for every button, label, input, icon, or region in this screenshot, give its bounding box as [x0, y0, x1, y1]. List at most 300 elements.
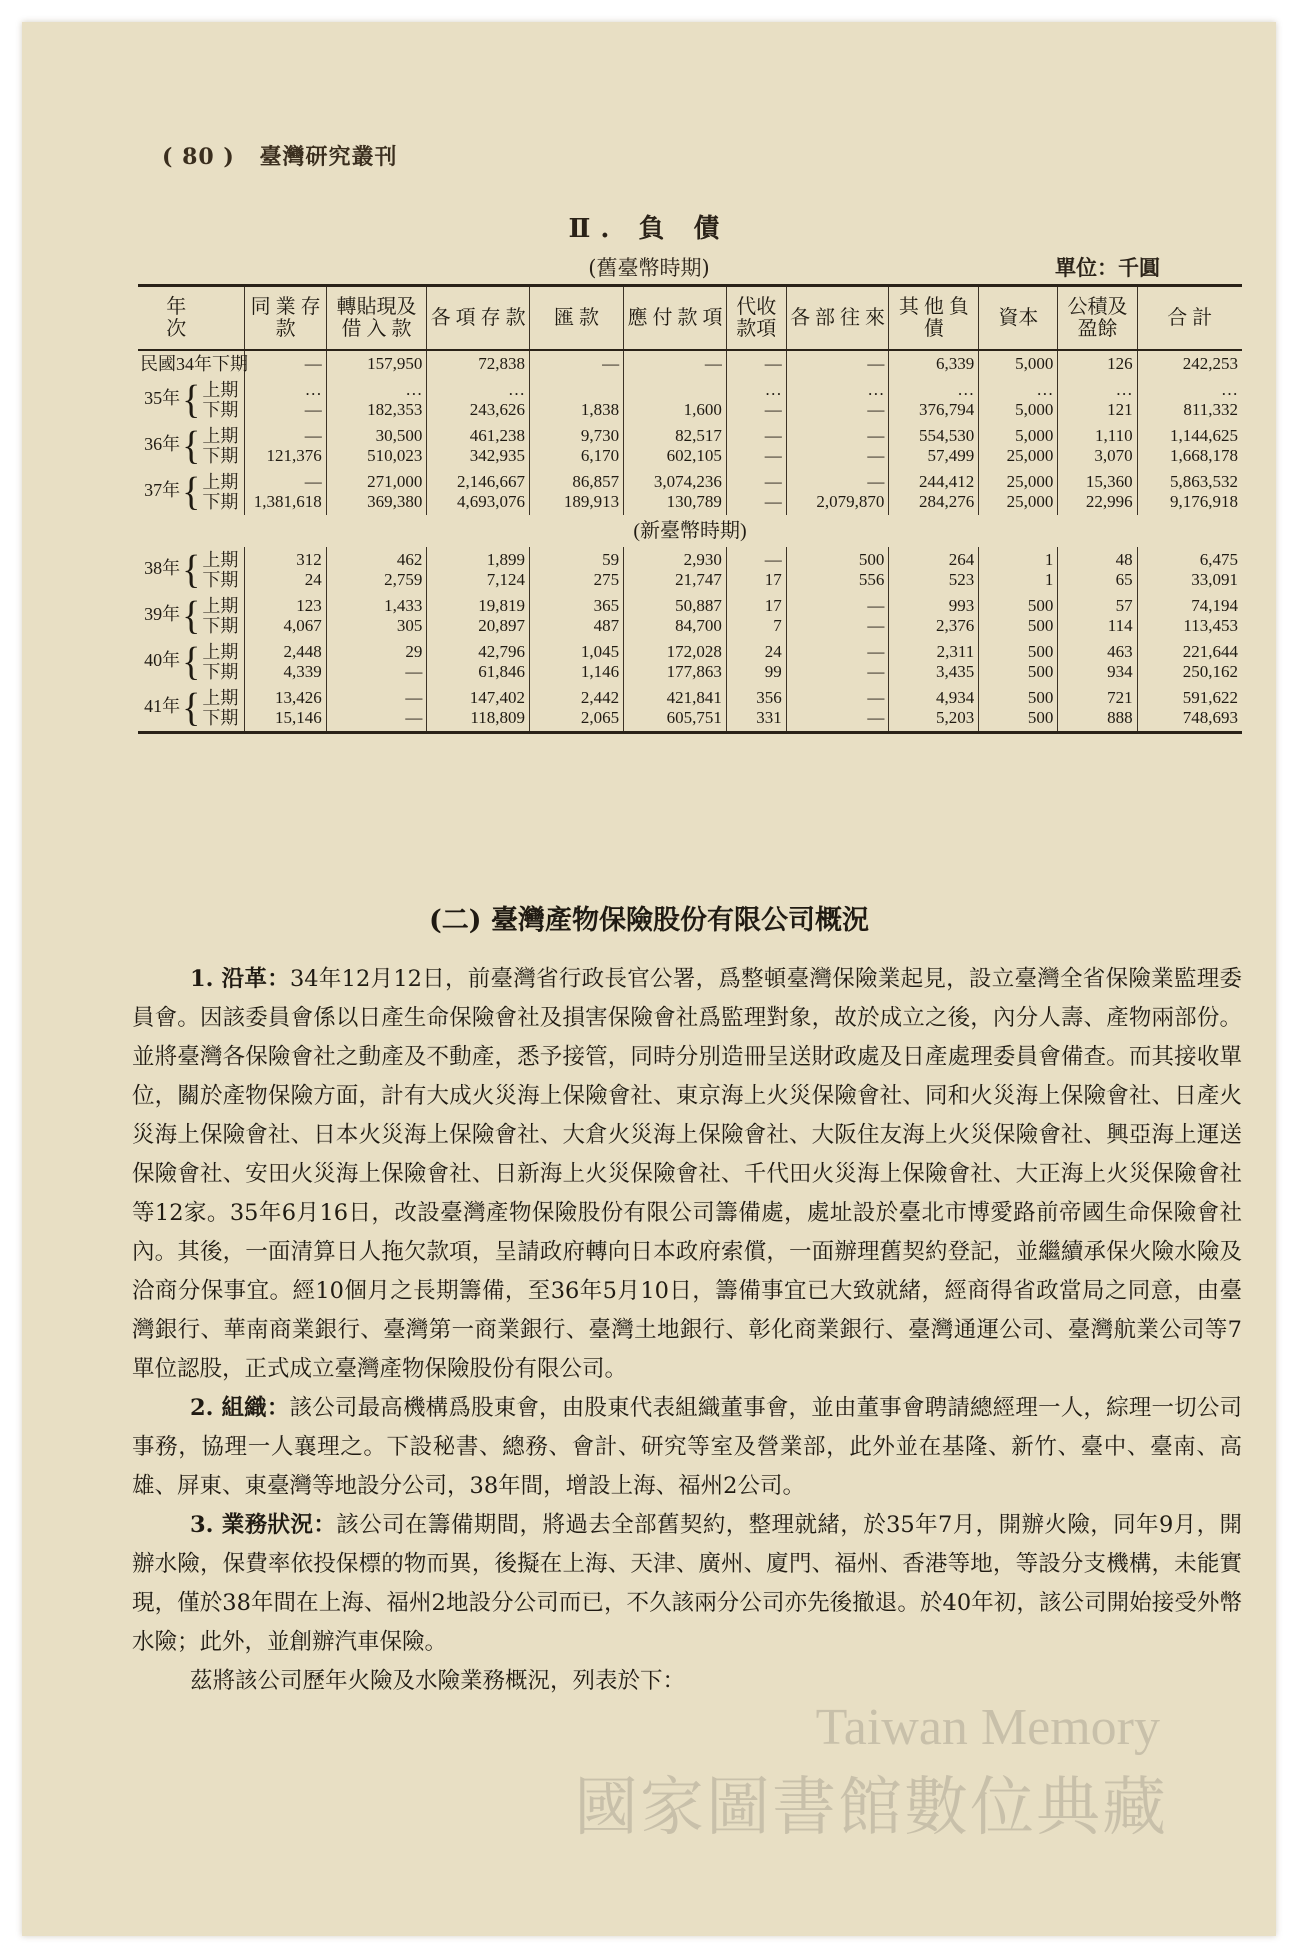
cell-value-first-half: 421,841 — [666, 688, 722, 707]
cell-value-first-half: … — [508, 380, 525, 399]
cell-value-second-half: 22,996 — [1085, 492, 1133, 511]
cell-value-first-half: 29 — [405, 642, 423, 661]
table-cell — [786, 547, 889, 593]
cell-value-second-half: 3,070 — [1094, 446, 1133, 465]
cell-value-first-half: 271,000 — [367, 472, 423, 491]
table-cell — [326, 423, 427, 469]
table-cell: 242,253 — [1137, 350, 1242, 377]
cell-value-first-half: … — [1036, 380, 1054, 399]
cell-value-second-half: 369,380 — [367, 492, 423, 511]
year-label: 35年 — [144, 388, 181, 409]
year-label: 39年 — [144, 604, 181, 625]
unit-label: 單位：千圓 — [1055, 255, 1160, 280]
table-cell — [979, 469, 1058, 515]
cell-value-second-half: 1,381,618 — [253, 492, 322, 511]
cell-value-second-half: — — [867, 708, 885, 727]
cell-value-second-half: 4,339 — [283, 662, 322, 681]
cell-value-second-half: 24 — [304, 570, 322, 589]
cell-value-first-half: 462 — [396, 550, 423, 569]
table-cell — [889, 593, 979, 639]
cell-value-second-half: 57,499 — [927, 446, 975, 465]
year-label: 37年 — [144, 480, 181, 501]
cell-value-second-half: 182,353 — [367, 400, 423, 419]
cell-value-first-half: 1,144,625 — [1170, 426, 1238, 445]
table-cell — [624, 377, 727, 423]
table-cell — [245, 639, 326, 685]
cell-value-first-half: 993 — [948, 596, 975, 615]
cell-value-first-half: 2,442 — [580, 688, 620, 707]
table-cell — [326, 469, 427, 515]
year-cell — [138, 685, 245, 733]
page-number: ( 80 ) — [162, 144, 235, 170]
cell-value-first-half: 25,000 — [1006, 472, 1054, 491]
paragraph-text: 該公司在籌備期間，將過去全部舊契約，整理就緒，於35年7月，開辦火險，同年9月，開辦水險，保費率依投保標的物而異，後擬在上海、天津、廣州、廈門、福州、香港等地，等設分支機構，未能實現，僅於38年間在上海、福州2地設分公司而已，不久該兩分公司亦先後撤退。於40年初，該公司開始接受外幣水險；此外，並創辦汽車保險。 — [132, 1512, 1242, 1655]
table-cell — [889, 377, 979, 423]
cell-value-second-half: 1,146 — [580, 662, 620, 681]
cell-value-first-half: … — [1221, 380, 1238, 399]
table-cell — [726, 685, 786, 733]
table-cell — [245, 547, 326, 593]
cell-value-first-half: 2,311 — [936, 642, 975, 661]
cell-value-second-half: — — [764, 492, 782, 511]
cell-value-first-half: 5,863,532 — [1170, 472, 1238, 491]
cell-value-first-half: … — [405, 380, 423, 399]
table-cell: — — [624, 350, 727, 377]
table-cell — [889, 423, 979, 469]
cell-value-second-half: 342,935 — [469, 446, 525, 465]
cell-value-first-half: 42,796 — [478, 642, 525, 661]
cell-value-first-half: … — [867, 380, 885, 399]
cell-value-first-half: 1 — [1044, 550, 1054, 569]
paragraph — [132, 1506, 1242, 1662]
table-cell — [624, 423, 727, 469]
cell-value-second-half: 305 — [396, 616, 423, 635]
cell-value-second-half: 84,700 — [675, 616, 722, 635]
half-label: 上期 — [202, 596, 239, 616]
year-cell — [138, 547, 245, 593]
table-cell: 126 — [1058, 350, 1137, 377]
table-cell — [530, 423, 624, 469]
table-cell — [726, 593, 786, 639]
cell-value-first-half: 6,475 — [1199, 550, 1238, 569]
cell-value-first-half: 57 — [1115, 596, 1133, 615]
cell-value-second-half: 376,794 — [919, 400, 975, 419]
cell-value-first-half: — — [867, 596, 885, 615]
cell-value-first-half: 500 — [858, 550, 885, 569]
cell-value-second-half: 523 — [948, 570, 975, 589]
cell-value-first-half: 86,857 — [572, 472, 620, 491]
cell-value-first-half: 312 — [296, 550, 322, 569]
cell-value-first-half: 50,887 — [675, 596, 722, 615]
cell-value-first-half: 365 — [593, 596, 620, 615]
cell-value-second-half: 1,838 — [580, 400, 620, 419]
cell-value-first-half: 82,517 — [675, 426, 722, 445]
table-cell — [1137, 469, 1242, 515]
cell-value-first-half: 554,530 — [919, 426, 975, 445]
cell-value-second-half: 17 — [764, 570, 782, 589]
cell-value-second-half: 510,023 — [367, 446, 423, 465]
table-cell: 72,838 — [427, 350, 530, 377]
cell-value-second-half: 189,913 — [563, 492, 620, 511]
table-cell — [979, 423, 1058, 469]
year-label: 36年 — [144, 434, 181, 455]
year-cell — [138, 377, 245, 423]
brace-glyph: { — [182, 593, 201, 639]
cell-value-second-half: 556 — [858, 570, 885, 589]
table-cell — [624, 685, 727, 733]
cell-value-first-half: 500 — [1027, 642, 1054, 661]
half-label: 上期 — [202, 472, 239, 492]
cell-value-second-half: 500 — [1027, 616, 1054, 635]
table-cell — [326, 593, 427, 639]
cell-value-first-half: 1,899 — [486, 550, 525, 569]
cell-value-first-half: 9,730 — [580, 426, 620, 445]
table-cell — [889, 685, 979, 733]
table-title: Ⅱ. 負 債 — [568, 214, 730, 244]
table-cell — [427, 685, 530, 733]
cell-value-first-half: 30,500 — [375, 426, 423, 445]
table-cell: 6,339 — [889, 350, 979, 377]
cell-value-first-half: 59 — [602, 550, 620, 569]
table-cell — [530, 377, 624, 423]
half-label: 上期 — [202, 550, 239, 570]
column-header: 各 項 存 款 — [427, 286, 530, 351]
cell-value-second-half: — — [764, 446, 782, 465]
year-cell — [138, 639, 245, 685]
paragraph-text: 該公司最高機構爲股東會，由股東代表組織董事會，並由董事會聘請總經理一人，綜理一切公司事務，協理一人襄理之。下設秘書、總務、會計、研究等室及營業部，此外並在基隆、新竹、臺中、臺南、高雄、屏東、東臺灣等地設分公司，38年間，增設上海、福州2公司。 — [132, 1395, 1242, 1499]
column-header: 應 付 款 項 — [624, 286, 727, 351]
cell-value-first-half: — — [304, 426, 322, 445]
table-cell — [530, 593, 624, 639]
cell-value-second-half: — — [867, 400, 885, 419]
table-cell — [726, 639, 786, 685]
cell-value-first-half: 500 — [1027, 596, 1054, 615]
table-cell — [1137, 593, 1242, 639]
table-cell — [1058, 685, 1137, 733]
table-cell — [786, 377, 889, 423]
cell-value-second-half: 118,809 — [470, 708, 525, 727]
paragraph — [132, 960, 1242, 1389]
cell-value-second-half: 284,276 — [919, 492, 975, 511]
table-cell — [726, 423, 786, 469]
table-cell — [1058, 639, 1137, 685]
table-cell — [427, 593, 530, 639]
column-header: 轉貼現及 借 入 款 — [326, 286, 427, 351]
cell-value-first-half: 3,074,236 — [653, 472, 722, 491]
cell-value-second-half: 811,332 — [1183, 400, 1238, 419]
cell-value-first-half: 2,448 — [283, 642, 322, 661]
cell-value-first-half: 24 — [764, 642, 782, 661]
cell-value-first-half: 463 — [1107, 642, 1133, 661]
cell-value-second-half: 130,789 — [666, 492, 722, 511]
column-header: 合 計 — [1137, 286, 1242, 351]
column-header: 代收 款項 — [726, 286, 786, 351]
table-cell — [786, 593, 889, 639]
cell-value-second-half: 20,897 — [478, 616, 525, 635]
table-cell — [979, 639, 1058, 685]
table-cell — [530, 639, 624, 685]
table-cell — [530, 469, 624, 515]
half-label: 下期 — [202, 708, 239, 728]
cell-value-first-half: … — [304, 380, 322, 399]
cell-value-first-half: 19,819 — [478, 596, 525, 615]
cell-value-second-half: 1,668,178 — [1170, 446, 1238, 465]
period-label-old: (舊臺幣時期) — [588, 256, 710, 280]
cell-value-first-half: 1,110 — [1094, 426, 1133, 445]
cell-value-first-half: — — [764, 472, 782, 491]
table-cell: — — [726, 350, 786, 377]
table-cell — [245, 685, 326, 733]
table-cell — [624, 547, 727, 593]
period-label-new: (新臺幣時期) — [633, 520, 747, 542]
table-cell — [427, 469, 530, 515]
table-cell: 157,950 — [326, 350, 427, 377]
table-cell — [979, 593, 1058, 639]
cell-value-first-half: 2,930 — [683, 550, 722, 569]
table-cell — [1137, 547, 1242, 593]
cell-value-first-half: 13,426 — [275, 688, 322, 707]
running-header — [162, 140, 397, 171]
table-cell — [786, 639, 889, 685]
paragraph — [132, 1662, 1242, 1701]
column-header: 匯 款 — [530, 286, 624, 351]
half-label: 下期 — [202, 400, 239, 420]
cell-value-second-half: 3,435 — [936, 662, 975, 681]
table-cell — [889, 639, 979, 685]
table-cell — [530, 685, 624, 733]
half-label: 下期 — [202, 492, 239, 512]
cell-value-second-half: 748,693 — [1182, 708, 1238, 727]
cell-value-first-half: — — [867, 472, 885, 491]
table-cell — [1137, 377, 1242, 423]
cell-value-first-half — [530, 380, 619, 400]
cell-value-second-half: 99 — [764, 662, 782, 681]
cell-value-first-half: … — [957, 380, 975, 399]
cell-value-second-half: — — [867, 616, 885, 635]
table-cell — [979, 685, 1058, 733]
cell-value-first-half: 591,622 — [1182, 688, 1238, 707]
table-row — [138, 469, 1242, 515]
brace-glyph: { — [182, 639, 201, 685]
table-cell — [427, 377, 530, 423]
table-cell — [1137, 639, 1242, 685]
cell-value-second-half: 177,863 — [666, 662, 722, 681]
cell-value-second-half: 113,453 — [1183, 616, 1238, 635]
column-header: 年 次 — [138, 286, 245, 351]
cell-value-second-half: 61,846 — [478, 662, 525, 681]
cell-value-first-half: 356 — [756, 688, 782, 707]
year-cell — [138, 469, 245, 515]
cell-value-first-half: 264 — [948, 550, 975, 569]
cell-value-second-half: 331 — [756, 708, 782, 727]
table-cell — [1058, 469, 1137, 515]
cell-value-first-half: … — [1115, 380, 1133, 399]
year-cell — [138, 423, 245, 469]
table-cell — [726, 547, 786, 593]
cell-value-second-half: — — [405, 708, 423, 727]
half-label: 上期 — [202, 688, 239, 708]
column-header: 資本 — [979, 286, 1058, 351]
cell-value-second-half: 1,600 — [683, 400, 722, 419]
cell-value-second-half: 934 — [1107, 662, 1133, 681]
table-cell — [624, 593, 727, 639]
half-label: 上期 — [202, 380, 239, 400]
table-cell — [1137, 423, 1242, 469]
table-cell — [326, 685, 427, 733]
table-cell — [326, 547, 427, 593]
table-row — [138, 547, 1242, 593]
paragraph-text: 34年12月12日，前臺灣省行政長官公署，爲整頓臺灣保險業起見，設立臺灣全省保險業監理委員會。因該委員會係以日產生命保險會社及損害保險會社爲監理對象，故於成立之後，內分人壽、產物兩部份。並將臺灣各保險會社之動產及不動產，悉予接管，同時分別造冊呈送財政處及日產處理委員會備查。而其接收單位，關於產物保險方面，計有大成火災海上保險會社、東京海上火災保險會社、同和火災海上保險會社、日產火災海上保險會社、日本火災海上保險會社、大倉火災海上保險會社、大阪住友海上火災保險會社、興亞海上運送保險會社、安田火災海上保險會社、日新海上火災保險會社、千代田火災海上保險會社、大正海上火災保險會社等12家。35年6月16日，改設臺灣產物保險股份有限公司籌備處，處址設於臺北市博愛路前帝國生命保險會社內。其後，一面清算日人拖欠款項，呈請政府轉向日本政府索償，一面辦理舊契約登記，並繼續承保火險水險及洽商分保事宜。經10個月之長期籌備，至36年5月10日，籌備事宜已大致就緒，經商得省政當局之同意，由臺灣銀行、華南商業銀行、臺灣第一商業銀行、臺灣土地銀行、彰化商業銀行、臺灣通運公司、臺灣航業公司等7單位認股，正式成立臺灣產物保險股份有限公司。 — [132, 966, 1242, 1382]
table-cell — [245, 469, 326, 515]
cell-value-second-half: 500 — [1027, 662, 1054, 681]
table-cell — [530, 547, 624, 593]
cell-value-first-half: 244,412 — [919, 472, 975, 491]
table-row — [138, 685, 1242, 733]
cell-value-second-half: 5,000 — [1015, 400, 1054, 419]
cell-value-second-half: — — [867, 446, 885, 465]
table-cell — [326, 377, 427, 423]
brace-glyph: { — [182, 469, 201, 515]
paragraph-label: 2. 組織： — [190, 1395, 290, 1421]
half-label: 下期 — [202, 570, 239, 590]
cell-value-second-half: — — [405, 662, 423, 681]
table-cell — [1137, 685, 1242, 733]
cell-value-first-half: 721 — [1107, 688, 1133, 707]
cell-value-second-half: 21,747 — [675, 570, 722, 589]
year-label: 41年 — [144, 696, 181, 717]
cell-value-first-half: — — [405, 688, 423, 707]
page-paper — [22, 22, 1276, 1936]
table-row — [138, 639, 1242, 685]
half-label: 下期 — [202, 446, 239, 466]
cell-value-second-half: 250,162 — [1182, 662, 1238, 681]
table-cell — [1058, 547, 1137, 593]
liabilities-table — [138, 284, 1242, 734]
table-cell — [245, 377, 326, 423]
table-cell — [624, 469, 727, 515]
cell-value-first-half: 2,146,667 — [457, 472, 525, 491]
half-label: 上期 — [202, 642, 239, 662]
paragraph — [132, 1389, 1242, 1506]
table-cell: 5,000 — [979, 350, 1058, 377]
cell-value-second-half: 4,693,076 — [457, 492, 525, 511]
cell-value-second-half: — — [764, 400, 782, 419]
cell-value-second-half: 7,124 — [486, 570, 525, 589]
table-header-row — [138, 286, 1242, 351]
cell-value-second-half: — — [304, 400, 322, 419]
cell-value-first-half: — — [764, 426, 782, 445]
cell-value-second-half: 15,146 — [275, 708, 322, 727]
cell-value-first-half: 1,045 — [580, 642, 620, 661]
table-row — [138, 423, 1242, 469]
table-cell — [245, 593, 326, 639]
cell-value-second-half: 500 — [1027, 708, 1054, 727]
table-cell: — — [786, 350, 889, 377]
cell-value-second-half: 888 — [1107, 708, 1133, 727]
cell-value-second-half: 33,091 — [1191, 570, 1238, 589]
cell-value-first-half: — — [867, 426, 885, 445]
cell-value-second-half: 5,203 — [936, 708, 975, 727]
cell-value-second-half: 7 — [773, 616, 782, 635]
paragraph-label: 3. 業務狀況： — [190, 1512, 337, 1538]
brace-glyph: { — [182, 377, 201, 423]
table-cell — [786, 685, 889, 733]
cell-value-second-half: — — [867, 662, 885, 681]
year-cell — [138, 593, 245, 639]
table-cell: — — [245, 350, 326, 377]
column-header: 各 部 往 來 — [786, 286, 889, 351]
journal-title: 臺灣研究叢刊 — [259, 144, 398, 170]
cell-value-second-half: 25,000 — [1006, 446, 1054, 465]
year-label: 40年 — [144, 650, 181, 671]
cell-value-second-half: 121 — [1107, 400, 1133, 419]
cell-value-first-half: 123 — [296, 596, 322, 615]
table-cell: — — [530, 350, 624, 377]
table-cell — [427, 547, 530, 593]
table-cell — [427, 423, 530, 469]
paragraph-text: 茲將該公司歷年火險及水險業務概況，列表於下： — [190, 1668, 686, 1694]
table-cell — [427, 639, 530, 685]
cell-value-first-half — [624, 380, 722, 400]
cell-value-first-half: 221,644 — [1182, 642, 1238, 661]
cell-value-second-half: 487 — [593, 616, 620, 635]
cell-value-first-half: 500 — [1027, 688, 1054, 707]
half-label: 下期 — [202, 616, 239, 636]
brace-glyph: { — [182, 423, 201, 469]
year-cell: 民國34年下期 — [140, 354, 248, 374]
cell-value-second-half: 275 — [593, 570, 620, 589]
column-header: 公積及 盈餘 — [1058, 286, 1137, 351]
cell-value-second-half: 2,065 — [580, 708, 620, 727]
table-cell — [245, 423, 326, 469]
table-cell — [726, 377, 786, 423]
cell-value-first-half: 17 — [764, 596, 782, 615]
cell-value-first-half: 15,360 — [1085, 472, 1133, 491]
cell-value-first-half: 4,934 — [936, 688, 975, 707]
cell-value-first-half: — — [867, 642, 885, 661]
table-cell — [786, 423, 889, 469]
paragraph-label: 1. 沿革： — [190, 966, 290, 992]
watermark-english: Taiwan Memory — [815, 1699, 1160, 1756]
cell-value-first-half: 48 — [1115, 550, 1133, 569]
cell-value-second-half: 1 — [1044, 570, 1054, 589]
cell-value-first-half: 5,000 — [1015, 426, 1054, 445]
cell-value-first-half: 74,194 — [1191, 596, 1238, 615]
table-cell — [726, 469, 786, 515]
cell-value-second-half: 2,759 — [384, 570, 423, 589]
cell-value-first-half: 147,402 — [469, 688, 525, 707]
year-label: 38年 — [144, 558, 181, 579]
table-row — [138, 377, 1242, 423]
table-cell — [1058, 423, 1137, 469]
table-cell — [624, 639, 727, 685]
table-cell — [1058, 593, 1137, 639]
table-cell — [786, 469, 889, 515]
table-cell — [326, 639, 427, 685]
cell-value-second-half: 114 — [1107, 616, 1133, 635]
column-header: 同 業 存 款 — [245, 286, 326, 351]
cell-value-first-half: — — [867, 688, 885, 707]
brace-glyph: { — [182, 685, 201, 731]
half-label: 下期 — [202, 662, 239, 682]
table-cell — [979, 377, 1058, 423]
cell-value-first-half: 1,433 — [384, 596, 423, 615]
table-cell — [889, 469, 979, 515]
table-row — [138, 593, 1242, 639]
cell-value-second-half: 2,079,870 — [816, 492, 885, 511]
watermark-chinese: 國家圖書館數位典藏 — [574, 1771, 1168, 1845]
brace-glyph: { — [182, 547, 201, 593]
